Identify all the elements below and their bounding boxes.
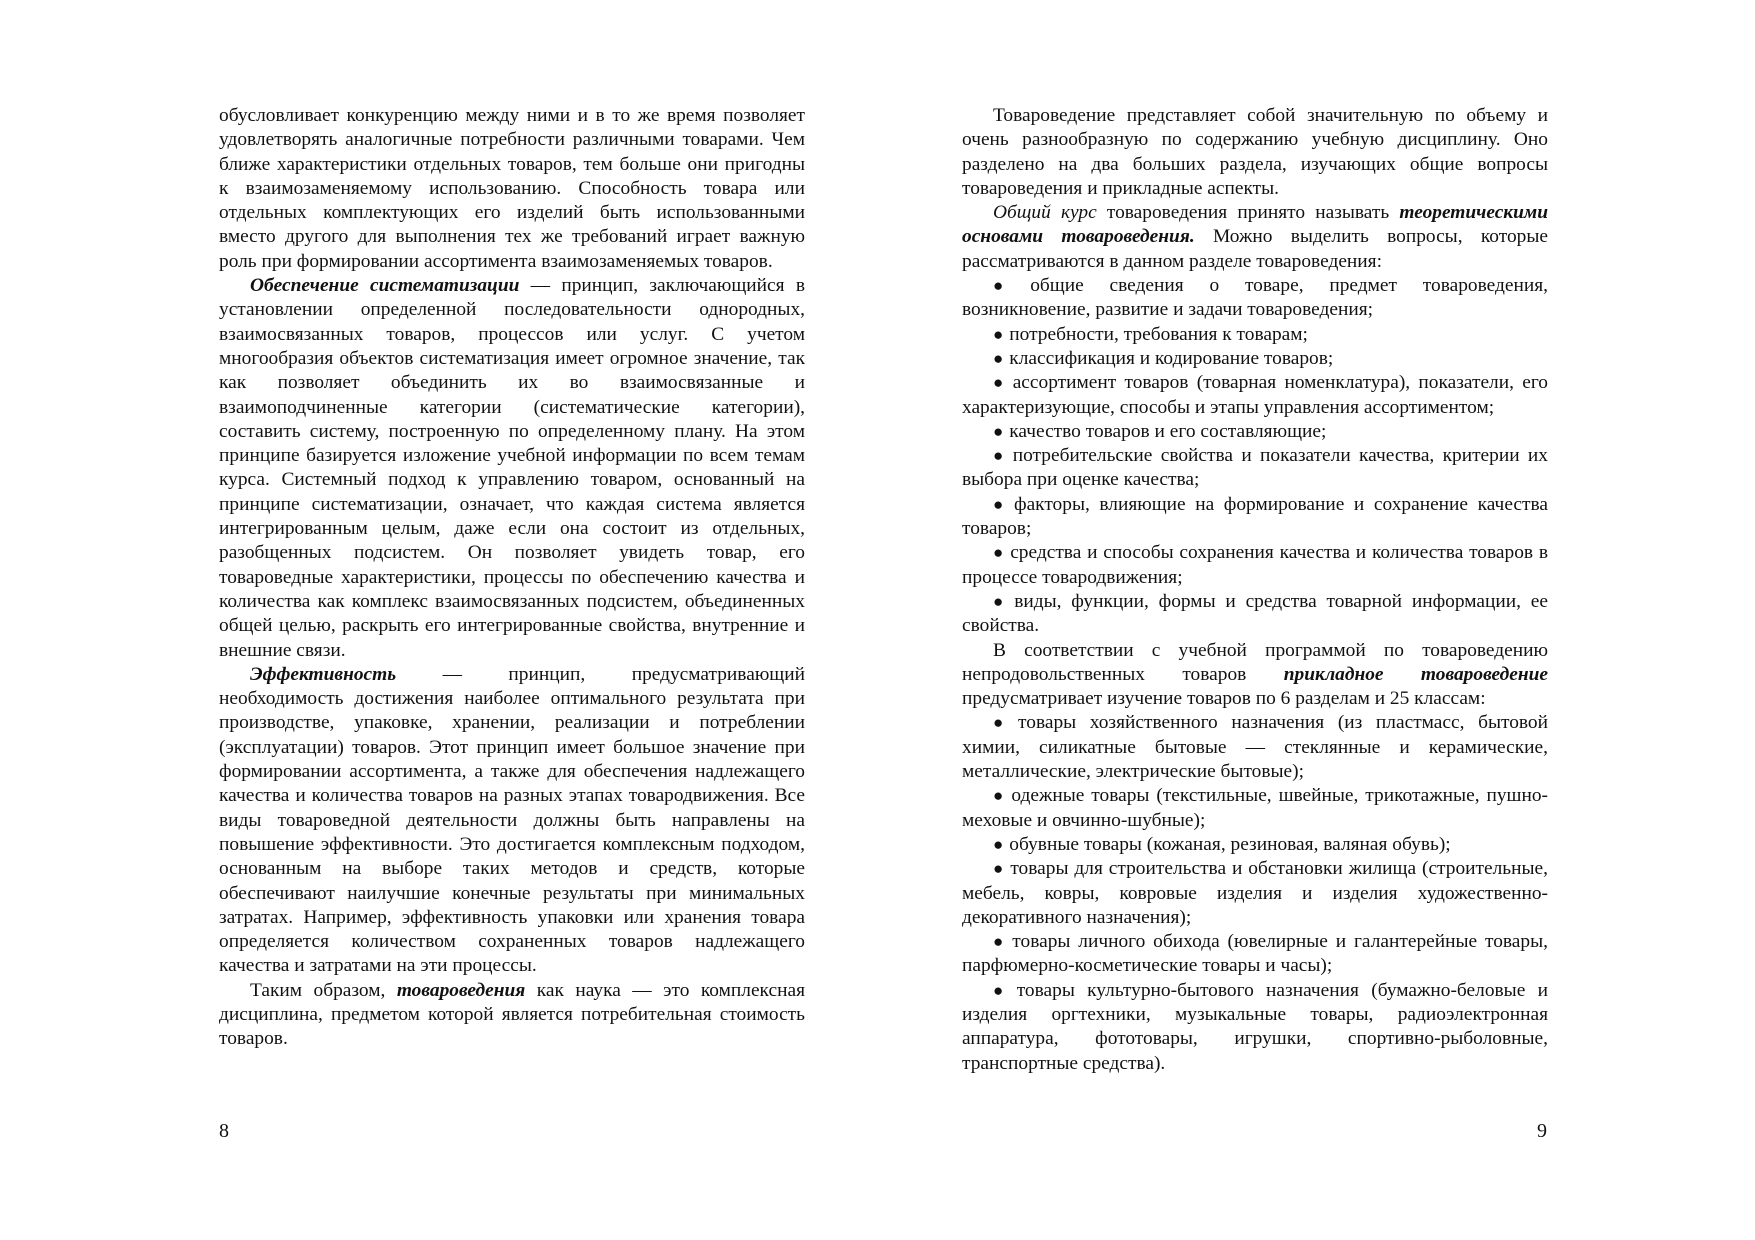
list-item: ● ассортимент товаров (товарная номенклатура), показатели, его характеризующие, способы и этапы управления ассортиментом;	[962, 372, 1548, 418]
list-item: ● средства и способы сохранения качества и количества товаров в процессе товародвижения;	[962, 542, 1548, 588]
term-systematization: Обеспечение систематизации	[250, 275, 520, 297]
right-paragraph-3: В соответствии с учебной программой по товароведению непродовольственных товаров прикладное товароведение предусматривает изучение товаров по 6 разделам и 25 классам:	[962, 639, 1549, 710]
term-efficiency: Эффективность	[250, 663, 397, 685]
right-paragraph-2: Общий курс товароведения принято называть теоретическими основами товароведения. Можно выделить вопросы, которые рассматриваются в данном разделе товароведения:	[962, 202, 1548, 272]
list-item: ● виды, функции, формы и средства товарной информации, ее свойства.	[962, 590, 1548, 637]
list-item: ● товары хозяйственного назначения (из пластмасс, бытовой химии, силикатные бытовые — стеклянные и керамические, металлические, электрические бытовые);	[962, 712, 1548, 783]
list-item: ● товары для строительства и обстановки жилища (строительные, мебель, ковры, ковровые изделия и изделия художественно-декоративного назначения);	[962, 858, 1548, 928]
list-item: ● потребности, требования к товарам;	[993, 323, 1308, 345]
list-item: ● одежные товары (текстильные, швейные, трикотажные, пушно-меховые и овчинно-шубные);	[962, 785, 1548, 831]
term-applied-commodity-science: прикладное товароведение	[1283, 663, 1549, 685]
list-item: ● товары культурно-бытового назначения (бумажно-беловые и изделия оргтехники, музыкальные товары, радиоэлектронная аппаратура, фототовары, игрушки, спортивно-рыболовные, транспортные средства).	[962, 979, 1548, 1074]
left-paragraph-4: Таким образом, товароведения как наука — это комплексная дисциплина, предметом которой является потребительная стоимость товаров.	[219, 979, 805, 1050]
left-paragraph-2: Обеспечение систематизации — принцип, заключающийся в установлении определенной последовательности однородных, взаимосвязанных товаров, процессов или услуг. С учетом многообразия объектов систематизация имеет огромное значение, так как позволяет объединить их во взаимосвязанные и взаимоподчиненные категории (систематические категории), составить систему, построенную по определенному плану. На этом принципе базируется изложение учебной информации по всем темам курса. Системный подход к управлению товаром, основанный на принципе систематизации, означает, что каждая система является интегрированным целым, даже если она состоит из отдельных, разобщенных подсистем. Он позволяет увидеть товар, его товароведные характеристики, процессы по обеспечению качества и количества как комплекс взаимосвязанных подсистем, объединенных общей целью, раскрыть его интегрированные свойства, внутренние и внешние связи.	[219, 275, 805, 661]
page-number-left: 8	[219, 1120, 229, 1142]
list-item: ● потребительские свойства и показатели качества, критерии их выбора при оценке качества;	[962, 445, 1548, 491]
term-commodity-science: товароведения	[396, 979, 526, 1001]
theory-topics-list	[962, 274, 1548, 638]
term-general-course: Общий курс	[993, 202, 1097, 224]
term-theoretical-basics: теоретическими основами товароведения.	[962, 202, 1548, 248]
applied-sections-list	[962, 711, 1548, 1075]
list-item: ● качество товаров и его составляющие;	[993, 420, 1327, 442]
right-paragraph-1: Товароведение представляет собой значительную по объему и очень разнообразную по содержанию учебную дисциплину. Оно разделено на два больших раздела, изучающих общие вопросы товароведения и прикладные аспекты.	[962, 105, 1548, 199]
list-item: ● общие сведения о товаре, предмет товароведения, возникновение, развитие и задачи товароведения;	[962, 275, 1548, 321]
list-item: ● товары личного обихода (ювелирные и галантерейные товары, парфюмерно-косметические товары и часы);	[962, 931, 1548, 977]
right-page-text	[962, 104, 1548, 1076]
left-paragraph-1: обусловливает конкуренцию между ними и в то же время позволяет удовлетворять аналогичные потребности различными товарами. Чем ближе характеристики отдельных товаров, тем больше они пригодны к взаимозаменяемому использованию. Способность товара или отдельных комплектующих его изделий быть использованными вместо другого для выполнения тех же требований играет важную роль при формировании ассортимента взаимозаменяемых товаров.	[219, 105, 805, 272]
left-page-text	[219, 104, 805, 1052]
list-item: ● обувные товары (кожаная, резиновая, валяная обувь);	[993, 833, 1451, 855]
page-number-right: 9	[1537, 1120, 1547, 1142]
left-paragraph-3: Эффективность — принцип, предусматривающий необходимость достижения наиболее оптимального результата при производстве, упаковке, хранении, реализации и потреблении (эксплуатации) товаров. Этот принцип имеет большое значение при формировании ассортимента, а также для обеспечения надлежащего качества и количества товаров на разных этапах товародвижения. Все виды товароведной деятельности должны быть направлены на повышение эффективности. Это достигается комплексным подходом, основанным на выборе таких методов и средств, которые обеспечивают наилучшие конечные результаты при минимальных затратах. Например, эффективность упаковки или хранения товара определяется количеством сохраненных товаров надлежащего качества и затратами на эти процессы.	[219, 663, 805, 977]
list-item: ● классификация и кодирование товаров;	[993, 347, 1334, 369]
list-item: ● факторы, влияющие на формирование и сохранение качества товаров;	[962, 493, 1548, 540]
